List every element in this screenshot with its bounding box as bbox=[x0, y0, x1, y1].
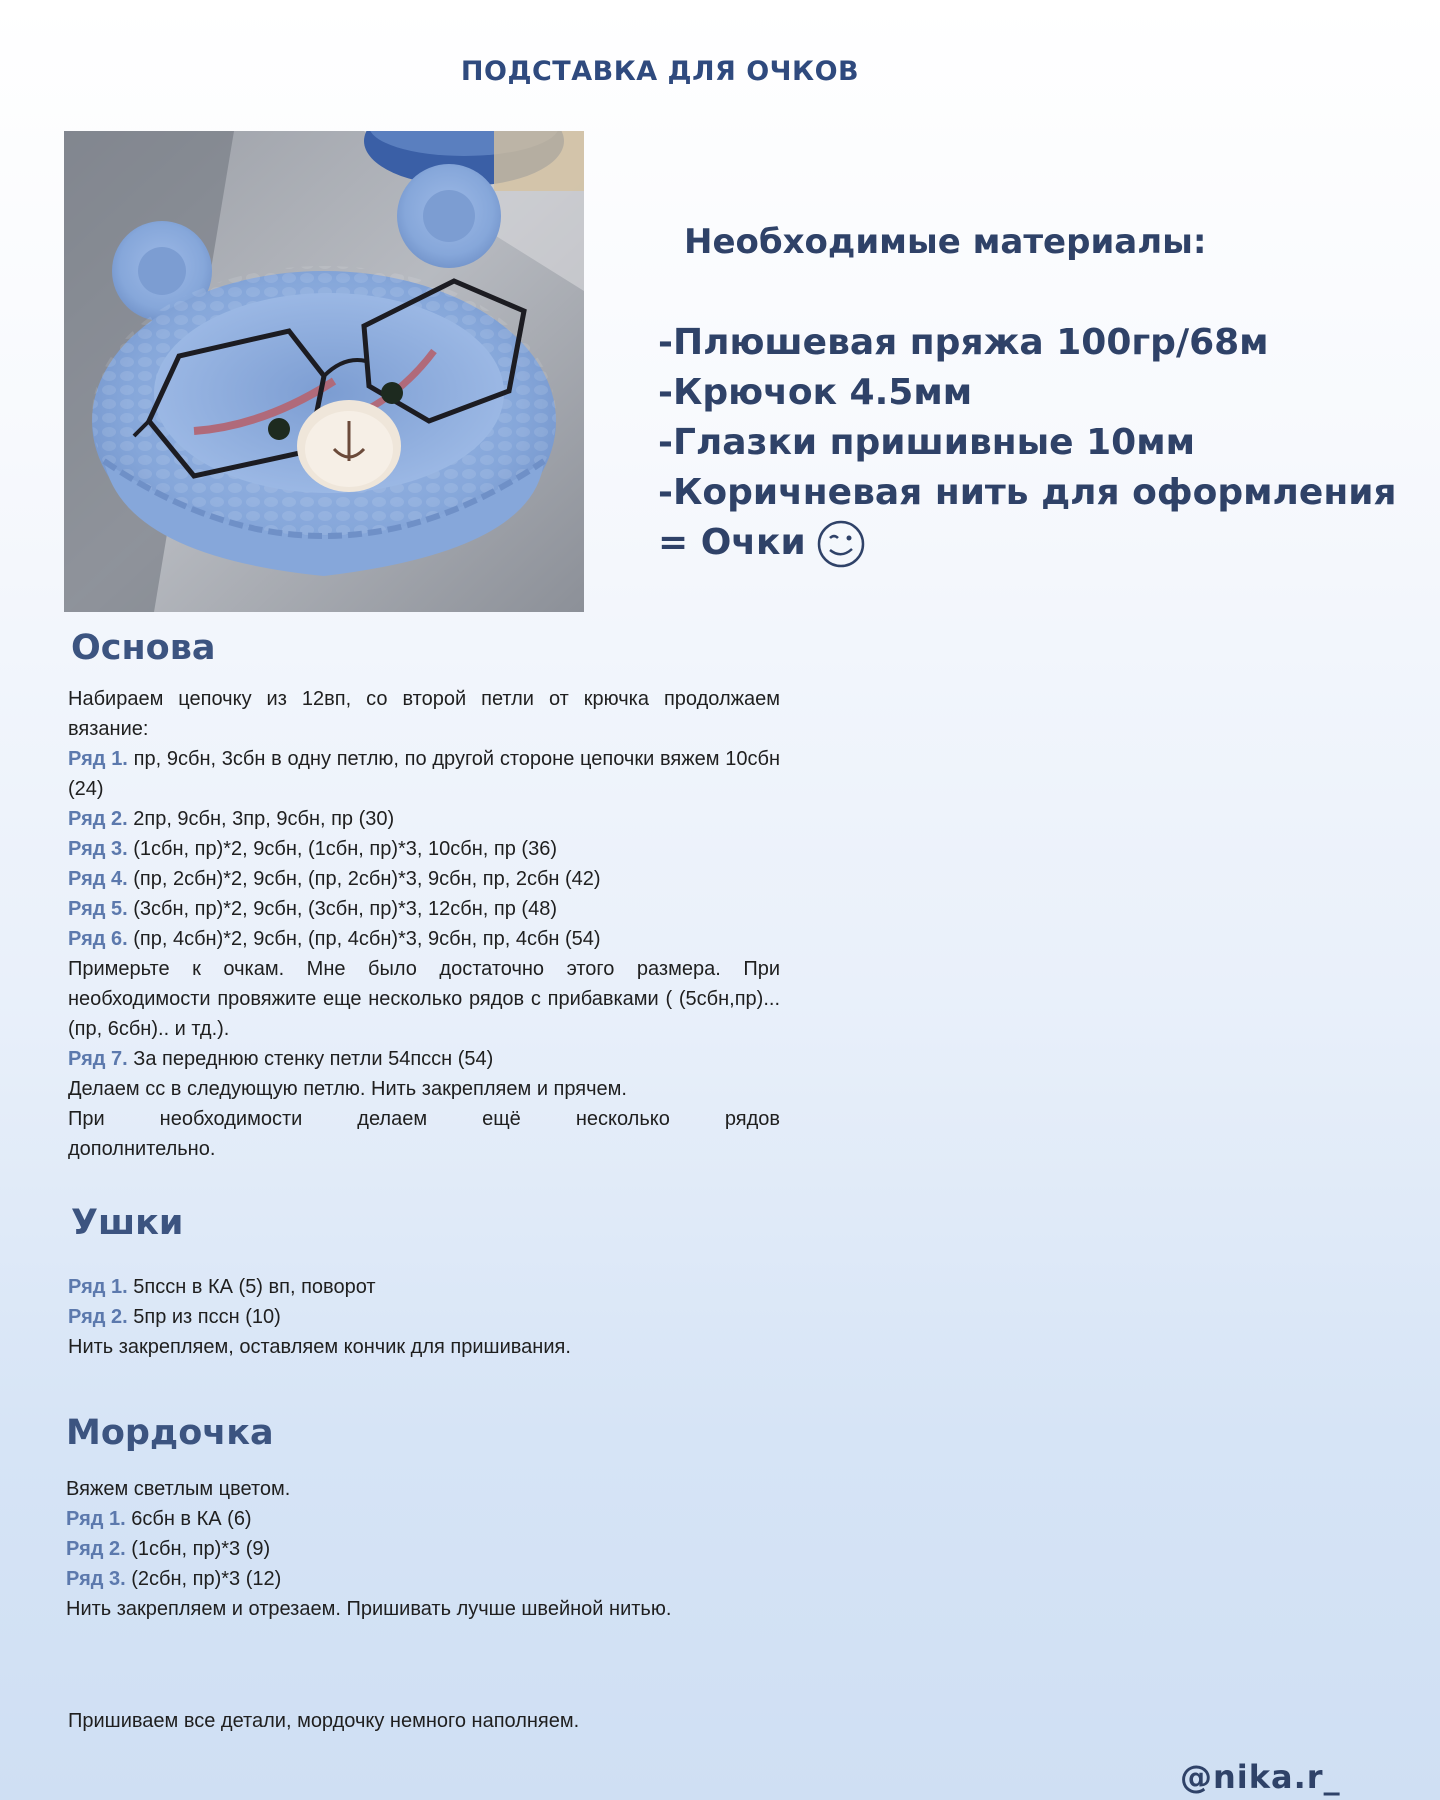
material-item: -Коричневая нить для оформления bbox=[658, 472, 1397, 513]
row-text: 6сбн в КА (6) bbox=[125, 1508, 252, 1530]
row-label: Ряд 3. bbox=[66, 1568, 126, 1590]
author-handle: @nika.r_ bbox=[1180, 1758, 1341, 1796]
section-heading-ushki: Ушки bbox=[71, 1203, 184, 1243]
row-text: (2сбн, пр)*3 (12) bbox=[125, 1568, 282, 1590]
section-heading-osnova: Основа bbox=[71, 628, 216, 668]
row-line bbox=[68, 834, 780, 864]
row-line bbox=[68, 804, 780, 834]
osnova-intro: Набираем цепочку из 12вп, со второй петли от крючка продолжаем вязание: bbox=[68, 688, 780, 740]
row-text: 5пр из пссн (10) bbox=[127, 1306, 281, 1328]
row-label: Ряд 1. bbox=[68, 1276, 128, 1298]
material-item: -Плюшевая пряжа 100гр/68м bbox=[658, 322, 1269, 363]
section-heading-mordochka: Мордочка bbox=[66, 1413, 274, 1453]
row-line bbox=[68, 1302, 780, 1332]
row-text: (пр, 2сбн)*2, 9сбн, (пр, 2сбн)*3, 9сбн, пр, 2сбн (42) bbox=[127, 868, 601, 890]
mordochka-intro: Вяжем светлым цветом. bbox=[66, 1478, 291, 1500]
row-text: (3сбн, пр)*2, 9сбн, (3сбн, пр)*3, 12сбн, пр (48) bbox=[127, 898, 557, 920]
row-text: пр, 9сбн, 3сбн в одну петлю, по другой стороне цепочки вяжем 10сбн (24) bbox=[68, 748, 780, 800]
row-line bbox=[66, 1534, 778, 1564]
row-label: Ряд 7. bbox=[68, 1048, 128, 1070]
row-text: За переднюю стенку петли 54пссн (54) bbox=[127, 1048, 494, 1070]
osnova-section bbox=[68, 684, 780, 1164]
row-label: Ряд 6. bbox=[68, 928, 128, 950]
row-text: (пр, 4сбн)*2, 9сбн, (пр, 4сбн)*3, 9сбн, пр, 4сбн (54) bbox=[127, 928, 601, 950]
materials-heading: Необходимые материалы: bbox=[684, 222, 1207, 262]
mordochka-finish: Нить закрепляем и отрезаем. Пришивать лучше швейной нитью. bbox=[66, 1598, 672, 1620]
row-label: Ряд 1. bbox=[68, 748, 128, 770]
row-line bbox=[68, 1272, 780, 1302]
row-line bbox=[66, 1564, 778, 1594]
row-label: Ряд 4. bbox=[68, 868, 128, 890]
material-item: -Глазки пришивные 10мм bbox=[658, 422, 1196, 463]
materials-block bbox=[658, 222, 1418, 569]
osnova-extra: При необходимости делаем ещё несколько рядов дополнительно. bbox=[68, 1108, 780, 1160]
bear-tray-photo bbox=[64, 131, 584, 612]
ushki-finish: Нить закрепляем, оставляем кончик для пришивания. bbox=[68, 1336, 571, 1358]
page-title: ПОДСТАВКА ДЛЯ ОЧКОВ bbox=[460, 56, 860, 87]
footer-note: Пришиваем все детали, мордочку немного наполняем. bbox=[68, 1710, 580, 1732]
winking-smiley-icon bbox=[816, 519, 866, 569]
row-text: 5пссн в КА (5) вп, поворот bbox=[127, 1276, 376, 1298]
row-text: 2пр, 9сбн, 3пр, 9сбн, пр (30) bbox=[127, 808, 395, 830]
row-label: Ряд 5. bbox=[68, 898, 128, 920]
row-label: Ряд 2. bbox=[66, 1538, 126, 1560]
row-line bbox=[68, 744, 780, 804]
ushki-section bbox=[68, 1272, 780, 1362]
material-item-text: = Очки bbox=[658, 522, 806, 563]
row-text: (1сбн, пр)*2, 9сбн, (1сбн, пр)*3, 10сбн, пр (36) bbox=[127, 838, 557, 860]
row-line bbox=[68, 1044, 780, 1074]
row-line bbox=[66, 1504, 778, 1534]
osnova-note: Примерьте к очкам. Мне было достаточно этого размера. При необходимости провяжите еще несколько рядов с прибавками ( (5сбн,пр)...(пр, 6сбн).. и тд.). bbox=[68, 958, 780, 1040]
osnova-finish: Делаем сс в следующую петлю. Нить закрепляем и прячем. bbox=[68, 1078, 627, 1100]
row-text: (1сбн, пр)*3 (9) bbox=[125, 1538, 271, 1560]
material-item-glasses bbox=[658, 518, 1418, 569]
row-label: Ряд 3. bbox=[68, 838, 128, 860]
row-line bbox=[68, 864, 780, 894]
row-line bbox=[68, 924, 780, 954]
row-label: Ряд 2. bbox=[68, 1306, 128, 1328]
material-item: -Крючок 4.5мм bbox=[658, 372, 973, 413]
row-label: Ряд 2. bbox=[68, 808, 128, 830]
row-label: Ряд 1. bbox=[66, 1508, 126, 1530]
mordochka-section bbox=[66, 1474, 778, 1624]
row-line bbox=[68, 894, 780, 924]
